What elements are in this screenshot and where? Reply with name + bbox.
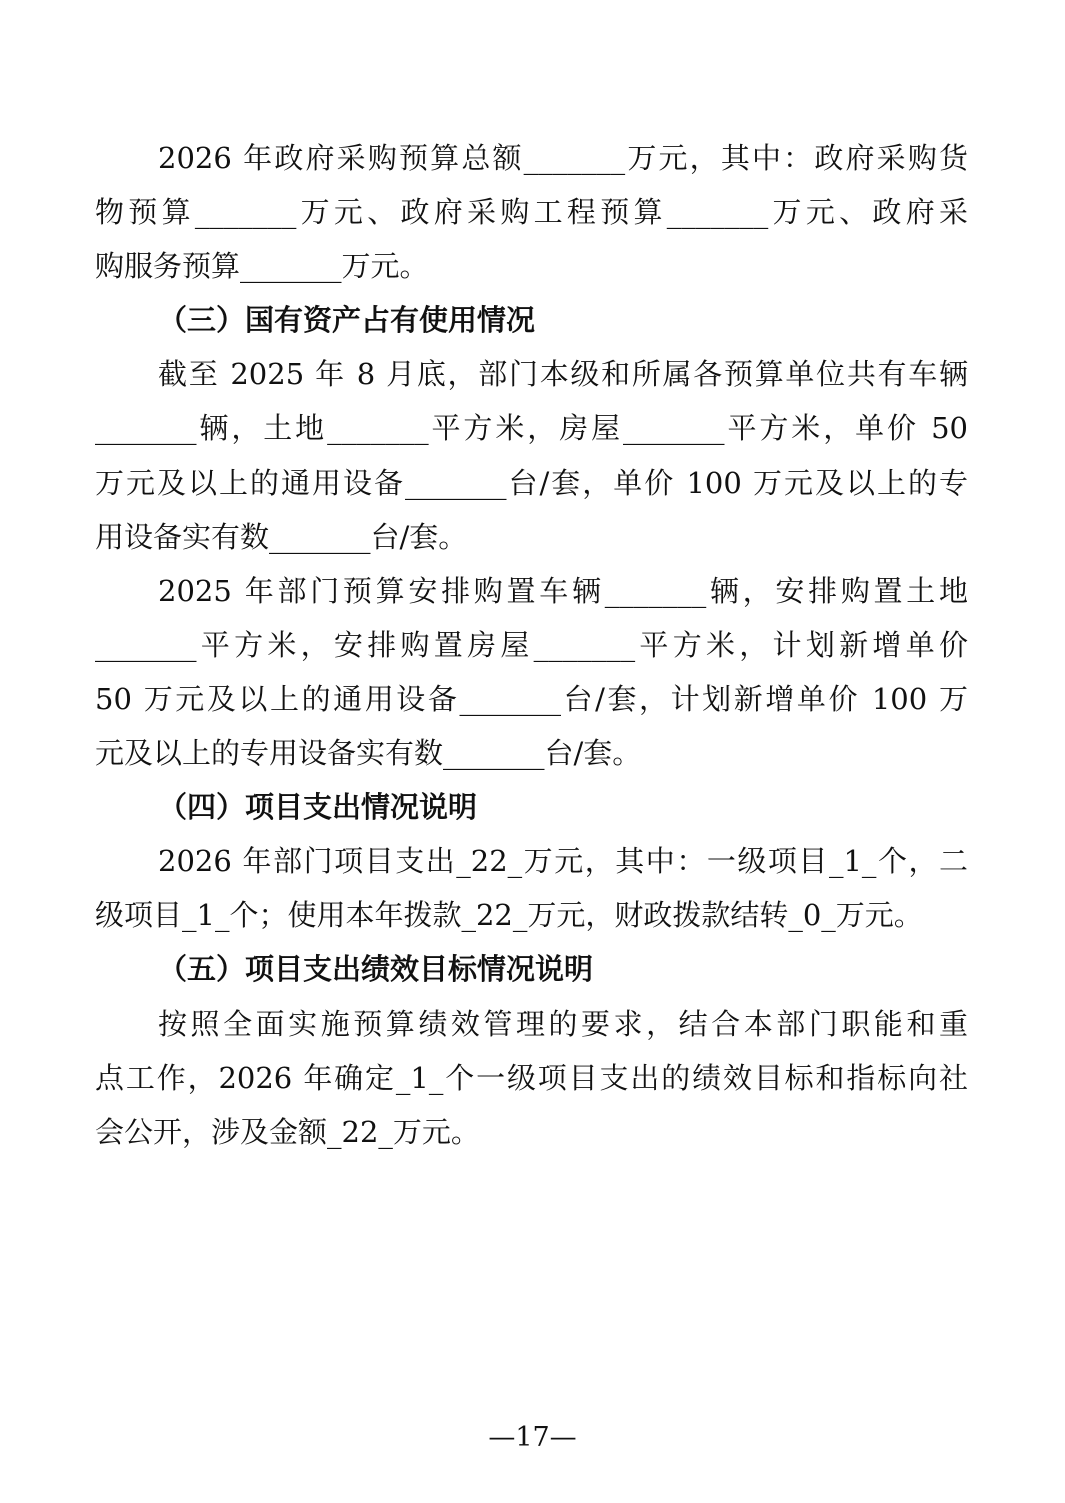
text-line: 2026 年政府采购预算总额_______万元，其中：政府采购货 <box>158 141 968 175</box>
section-heading-state-assets: （三）国有资产占有使用情况 <box>158 303 536 338</box>
text-line: 万元及以上的通用设备_______台/套，单价 100 万元及以上的专 <box>95 465 968 500</box>
text-line: 2026 年部门项目支出_22_万元，其中：一级项目_1_个，二 <box>158 844 968 879</box>
section-heading-performance-targets: （五）项目支出绩效目标情况说明 <box>158 952 594 987</box>
paragraph-performance-targets <box>95 997 968 1159</box>
text-line: 物预算_______万元、政府采购工程预算_______万元、政府采 <box>95 195 968 230</box>
paragraph-procurement-budget <box>95 131 968 293</box>
page-number: —17— <box>488 1422 577 1453</box>
paragraph-asset-holdings <box>95 347 968 563</box>
text-line: 购服务预算_______万元。 <box>95 249 429 284</box>
text-line: 元及以上的专用设备实有数_______台/套。 <box>95 736 642 771</box>
text-line: 点工作，2026 年确定_1_个一级项目支出的绩效目标和指标向社 <box>95 1060 968 1095</box>
text-line: _______辆，土地_______平方米，房屋_______平方米，单价 50 <box>95 411 968 446</box>
text-line: 级项目_1_个；使用本年拨款_22_万元，财政拨款结转_0_万元。 <box>95 898 923 933</box>
text-line: _______平方米，安排购置房屋_______平方米，计划新增单价 <box>95 627 968 662</box>
section-heading-project-expenditure: （四）项目支出情况说明 <box>158 790 478 825</box>
text-line: 50 万元及以上的通用设备_______台/套，计划新增单价 100 万 <box>95 681 968 716</box>
text-line: 截至 2025 年 8 月底，部门本级和所属各预算单位共有车辆 <box>158 357 968 392</box>
paragraph-asset-purchases <box>95 564 968 780</box>
text-line: 按照全面实施预算绩效管理的要求，结合本部门职能和重 <box>158 1006 968 1041</box>
document-page <box>95 131 968 1159</box>
paragraph-project-expenditure <box>95 834 968 942</box>
text-line: 2025 年部门预算安排购置车辆_______辆，安排购置土地 <box>158 573 968 608</box>
text-line: 会公开，涉及金额_22_万元。 <box>95 1114 480 1149</box>
text-line: 用设备实有数_______台/套。 <box>95 519 468 554</box>
